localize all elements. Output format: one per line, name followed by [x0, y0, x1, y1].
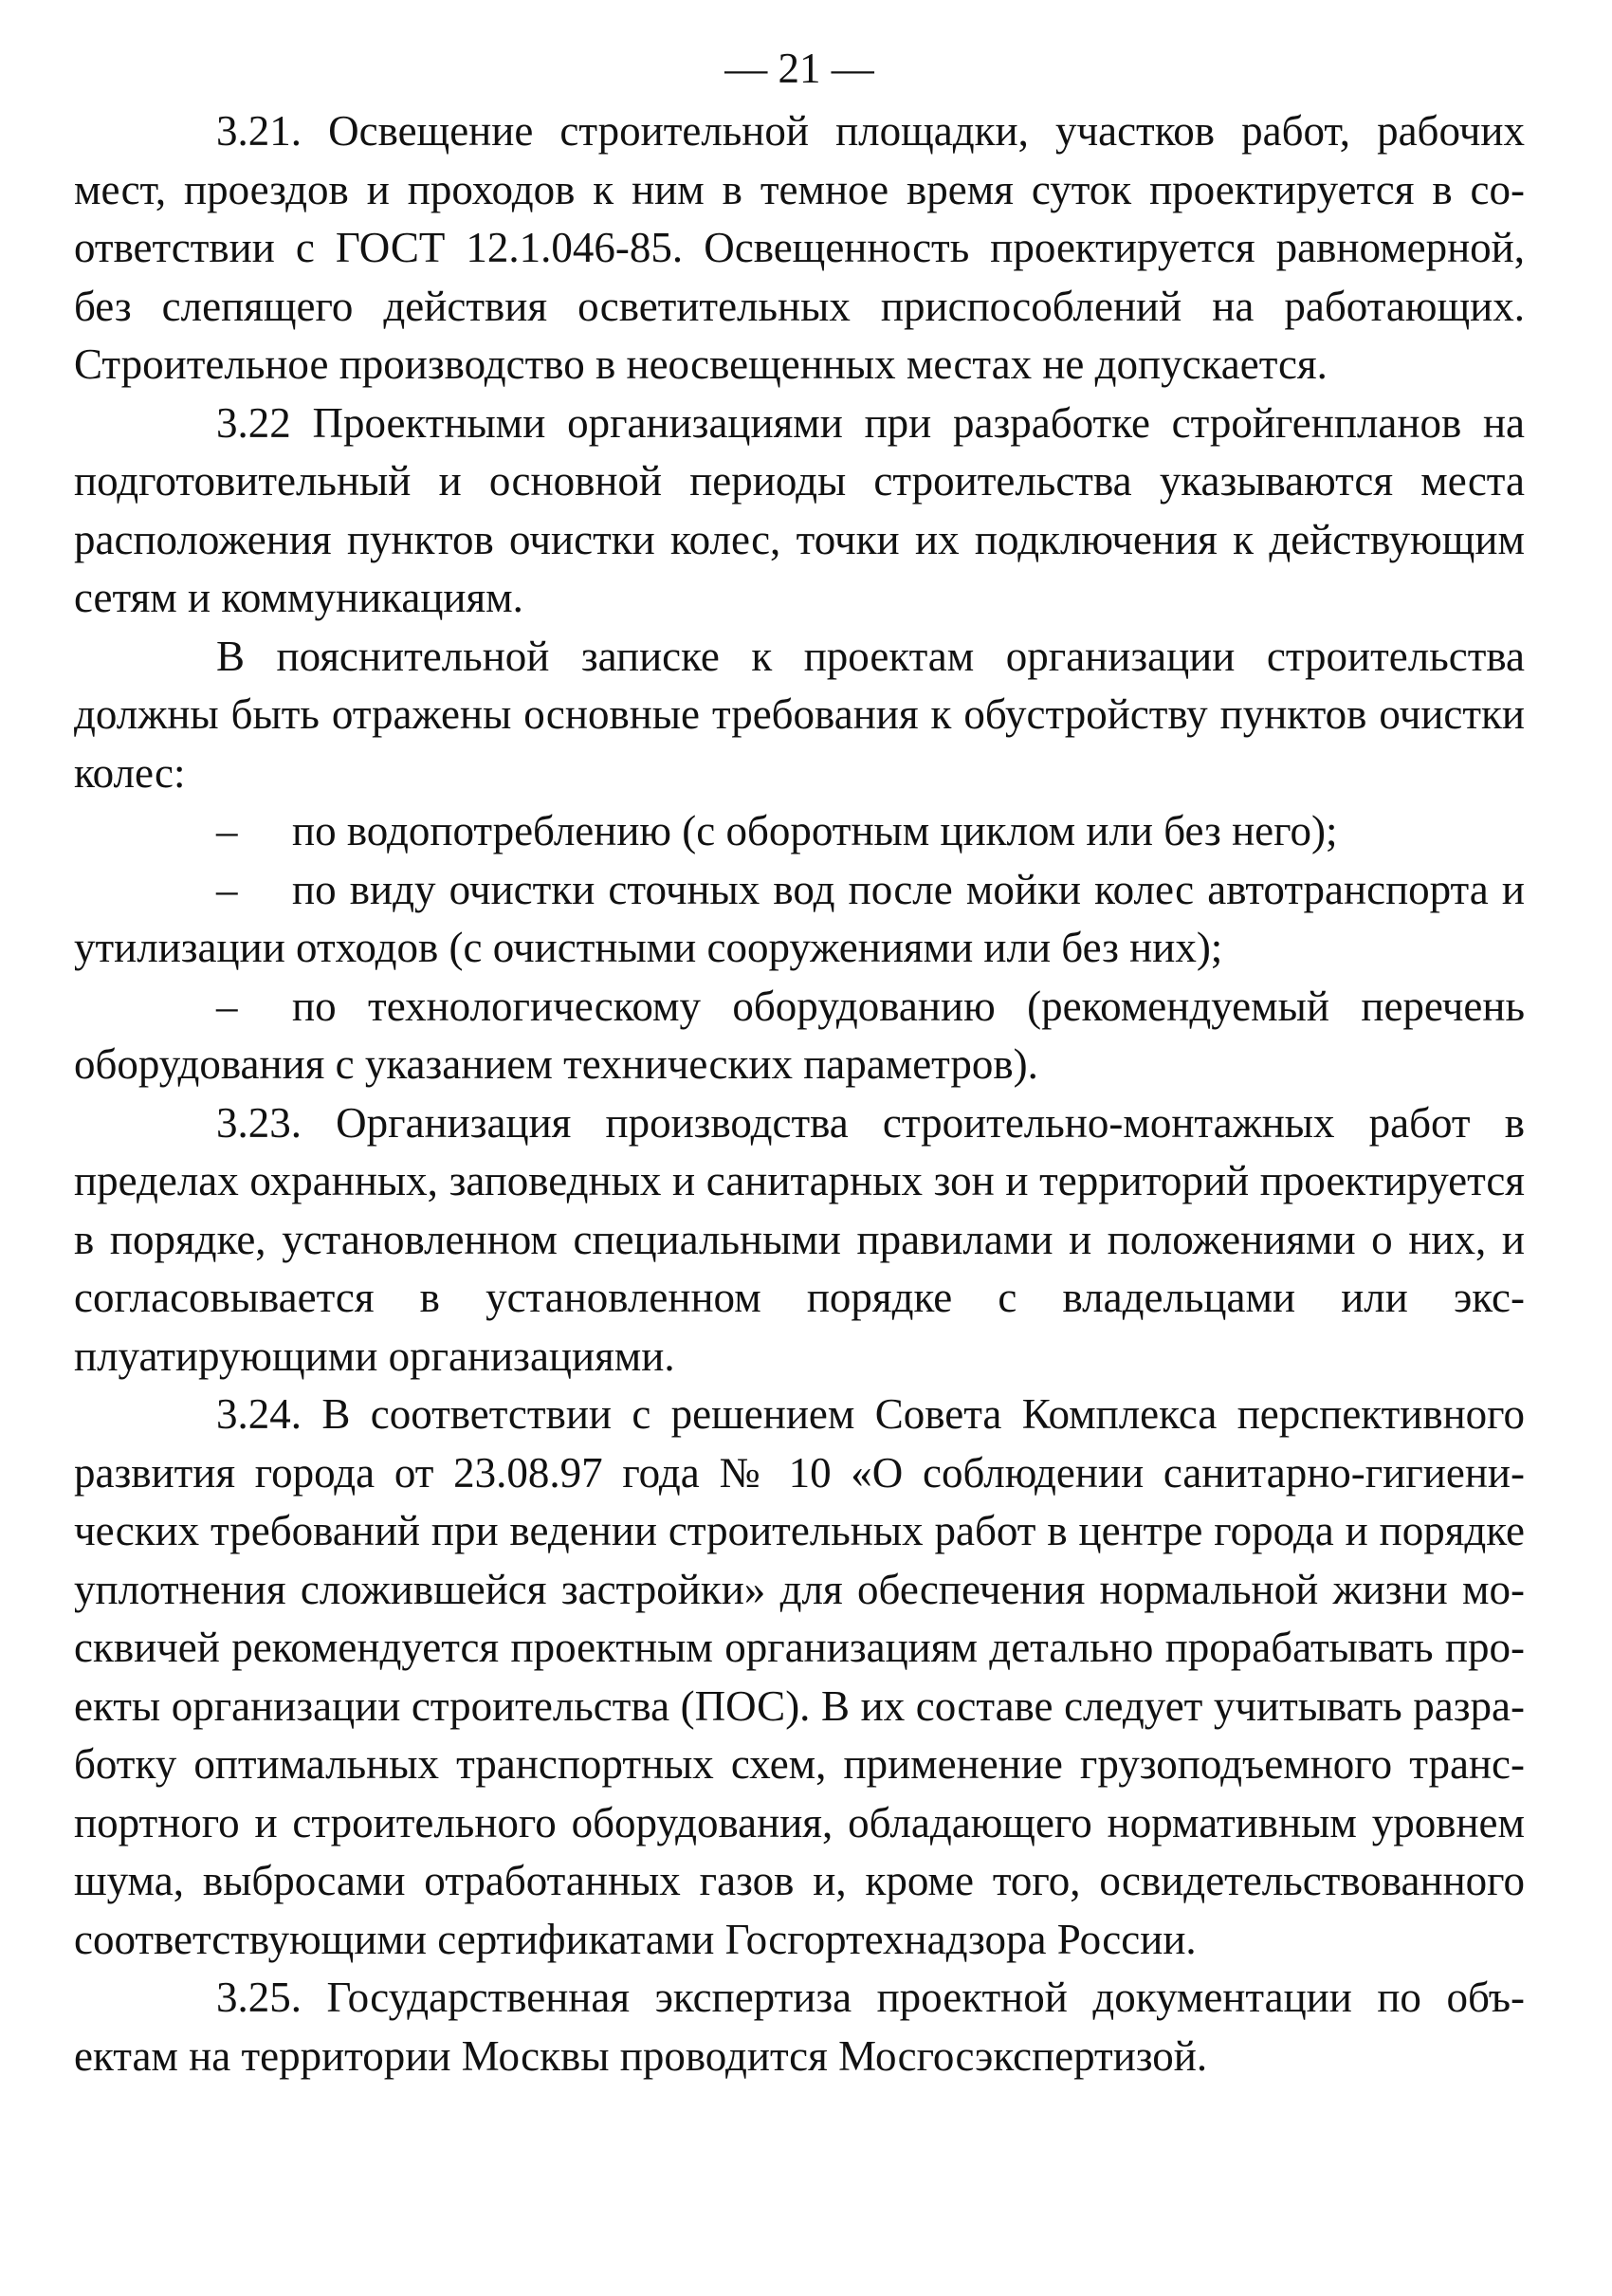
- paragraph-3-23: 3.23. Организация производства строительно-монтажных работ в пределах охранных, заповедных и санитарных зон и территорий проектируется в порядке, установленном специальными правилами и положениями о них, и согласовывается в установленном порядке с владельцами или эксплуатирующими организациями.: [74, 1098, 1525, 1380]
- bullet-item-equipment: [74, 978, 1525, 1094]
- bullet-item-wastewater: [74, 861, 1525, 978]
- bullet-text: по водопотреблению (с оборотным циклом или без него);: [292, 807, 1338, 854]
- bullet-dash: –: [216, 865, 238, 913]
- paragraph-3-21: 3.21. Освещение строительной площадки, участков работ, рабочих мест, проездов и проходов к ним в темное время суток проектируется в соответствии с ГОСТ 12.1.046-85. Освещенность проектируется равномерной, без слепящего действия осветительных приспособлений на работающих. Строительное производство в неосвещенных местах не допускается.: [74, 107, 1525, 388]
- bullet-dash: –: [216, 807, 238, 854]
- paragraph-explanatory-note: В пояснительной записке к проектам организации строительства должны быть отражены основные требования к обустройству пунктов очистки колес:: [74, 632, 1525, 797]
- bullet-item-water: [74, 802, 1525, 861]
- paragraph-3-22: 3.22 Проектными организациями при разработке стройгенпланов на подготовительный и основной периоды строительства указываются места расположения пунктов очистки колес, точки их подключения к действующим сетям и коммуникациям.: [74, 398, 1525, 621]
- bullet-dash: –: [216, 982, 238, 1030]
- paragraph-3-25: 3.25. Государственная экспертиза проектной документации по объектам на территории Москвы проводится Мосгосэкспертизой.: [74, 1974, 1525, 2080]
- bullet-text: по технологическому оборудованию (рекомендуемый перечень оборудования с указанием технических параметров).: [74, 982, 1525, 1088]
- bullet-text: по виду очистки сточных вод после мойки колес автотранспорта и утилизации отходов (с очистными сооружениями или без них);: [74, 865, 1525, 971]
- page-number: — 21 —: [724, 45, 874, 92]
- document-page: [74, 42, 1525, 2085]
- paragraph-3-24: 3.24. В соответствии с решением Совета Комплекса перспективного развития города от 23.08.97 года № 10 «О соблюдении санитарно-гигиенических требований при ведении строительных работ в центре города и порядке уплотнения сложившейся застройки» для обеспечения нормальной жизни москвичей рекомендуется проектным организациям детально прорабатывать проекты организации строительства (ПОС). В их составе следует учитывать разработку оптимальных транспортных схем, применение грузоподъемного транспортного и строительного оборудования, обладающего нормативным уровнем шума, выбросами отработанных газов и, кроме того, освидетельствованного соответствующими сертификатами Госгортехнадзора России.: [74, 1390, 1525, 1963]
